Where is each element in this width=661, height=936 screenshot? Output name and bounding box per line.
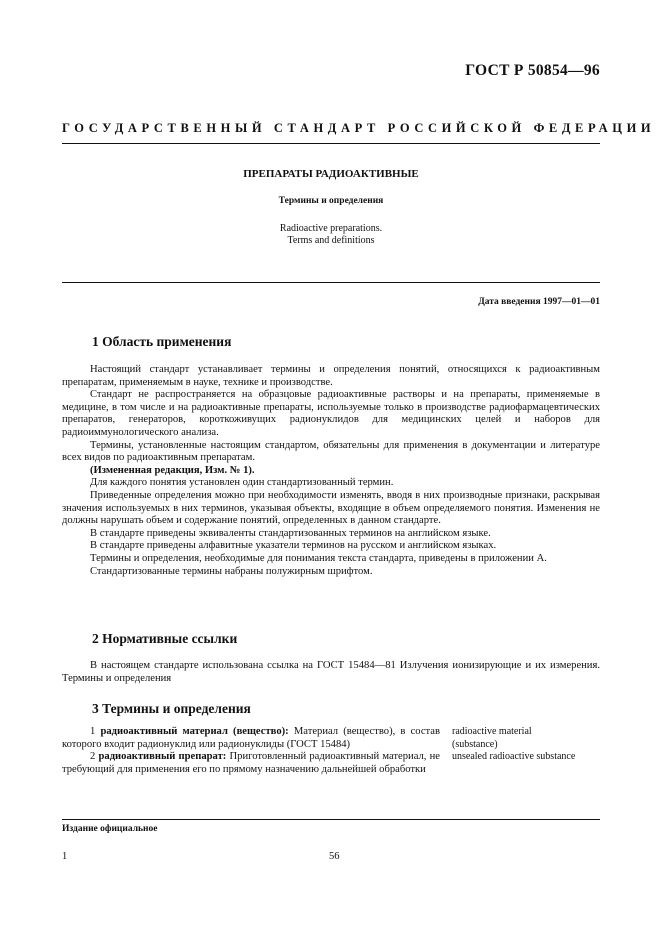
term-number: 2 bbox=[90, 751, 99, 763]
term-entry bbox=[62, 751, 600, 776]
term-english bbox=[452, 751, 600, 776]
section-2-heading: 2 Нормативные ссылки bbox=[92, 631, 238, 646]
paragraph: В настоящем стандарте использована ссылка на ГОСТ 15484—81 Излучения ионизирующие и их измерения. Термины и определения bbox=[62, 660, 600, 684]
term-number: 1 bbox=[90, 726, 101, 737]
left-mark: 1 bbox=[62, 851, 68, 862]
paragraph: Стандартизованные термины набраны полужирным шрифтом. bbox=[90, 565, 373, 577]
term-russian bbox=[62, 751, 440, 776]
paragraph: Настоящий стандарт устанавливает термины и определения понятий, относящихся к радиоактивным препаратам, применяемым в науке, технике и производстве. bbox=[62, 364, 600, 388]
document-title: ПРЕПАРАТЫ РАДИОАКТИВНЫЕ bbox=[243, 168, 419, 180]
section-2-body bbox=[62, 660, 600, 685]
term-name: радиоактивный материал (вещество): bbox=[100, 726, 294, 737]
paragraph: Стандарт не распространяется на образцовые радиоактивные растворы и на препараты, применяемые в медицине, в том числе и на радиоактивные препараты, используемые только в производстве радиофармацевтических препаратов, генераторов, короткоживущих радионуклидов для медицинских целей и наборов для радиоиммунологического анализа. bbox=[62, 389, 600, 438]
header-divider bbox=[62, 282, 600, 283]
terms-list bbox=[62, 726, 600, 776]
english-title-line-1: Radioactive preparations. bbox=[279, 223, 383, 234]
edition-label: Издание официальное bbox=[62, 824, 158, 834]
paragraph: Приведенные определения можно при необходимости изменять, вводя в них производные признаки, раскрывая значения используемых в них терминов, указывая объекты, входящие в объем определяемого понятия. Изменения не должны нарушать объем и содержание понятий, определенных в данном стандарте. bbox=[62, 489, 600, 527]
paragraph: Термины и определения, необходимые для понимания текста стандарта, приведены в приложении А. bbox=[90, 552, 547, 564]
term-name: радиоактивный препарат: bbox=[98, 751, 230, 763]
term-entry bbox=[62, 726, 600, 751]
paragraph: В стандарте приведены эквиваленты стандартизованных терминов на английском языке. bbox=[90, 527, 491, 539]
term-english-line: unsealed radioactive substance bbox=[452, 751, 576, 763]
amendment-note: (Измененная редакция, Изм. № 1). bbox=[90, 464, 255, 476]
english-title-line-2: Terms and definitions bbox=[287, 235, 375, 246]
section-3-heading: 3 Термины и определения bbox=[92, 701, 251, 716]
paragraph: В стандарте приведены алфавитные указатели терминов на русском и английском языках. bbox=[90, 540, 497, 552]
top-divider bbox=[62, 143, 600, 144]
term-definition: Материал (вещество), в состав которого входит радионуклид или радионуклиды (ГОСТ 15484) bbox=[62, 726, 440, 750]
english-title bbox=[62, 223, 600, 247]
term-english-line: (substance) bbox=[452, 738, 498, 750]
term-definition: Приготовленный радиоактивный материал, не требующий для применения его по прямому назначению дальнейшей обработки bbox=[62, 751, 440, 775]
document-subtitle: Термины и определения bbox=[278, 196, 384, 206]
section-1-body bbox=[62, 364, 600, 578]
term-english-line: radioactive material bbox=[452, 726, 532, 737]
term-russian bbox=[62, 726, 440, 751]
introduction-date: Дата введения 1997—01—01 bbox=[478, 297, 600, 307]
term-english bbox=[452, 726, 600, 751]
footer-divider bbox=[62, 819, 600, 820]
page-number: 56 bbox=[329, 851, 340, 862]
section-1-heading: 1 Область применения bbox=[92, 334, 232, 349]
gost-code: ГОСТ Р 50854—96 bbox=[465, 62, 600, 79]
state-standard-title: ГОСУДАРСТВЕННЫЙ СТАНДАРТ РОССИЙСКОЙ ФЕДЕРАЦИИ bbox=[62, 121, 656, 135]
paragraph: Термины, установленные настоящим стандартом, обязательны для применения в документации и литературе всех видов по радиоактивным препаратам. bbox=[62, 439, 600, 464]
paragraph: Для каждого понятия установлен один стандартизованный термин. bbox=[90, 477, 394, 489]
